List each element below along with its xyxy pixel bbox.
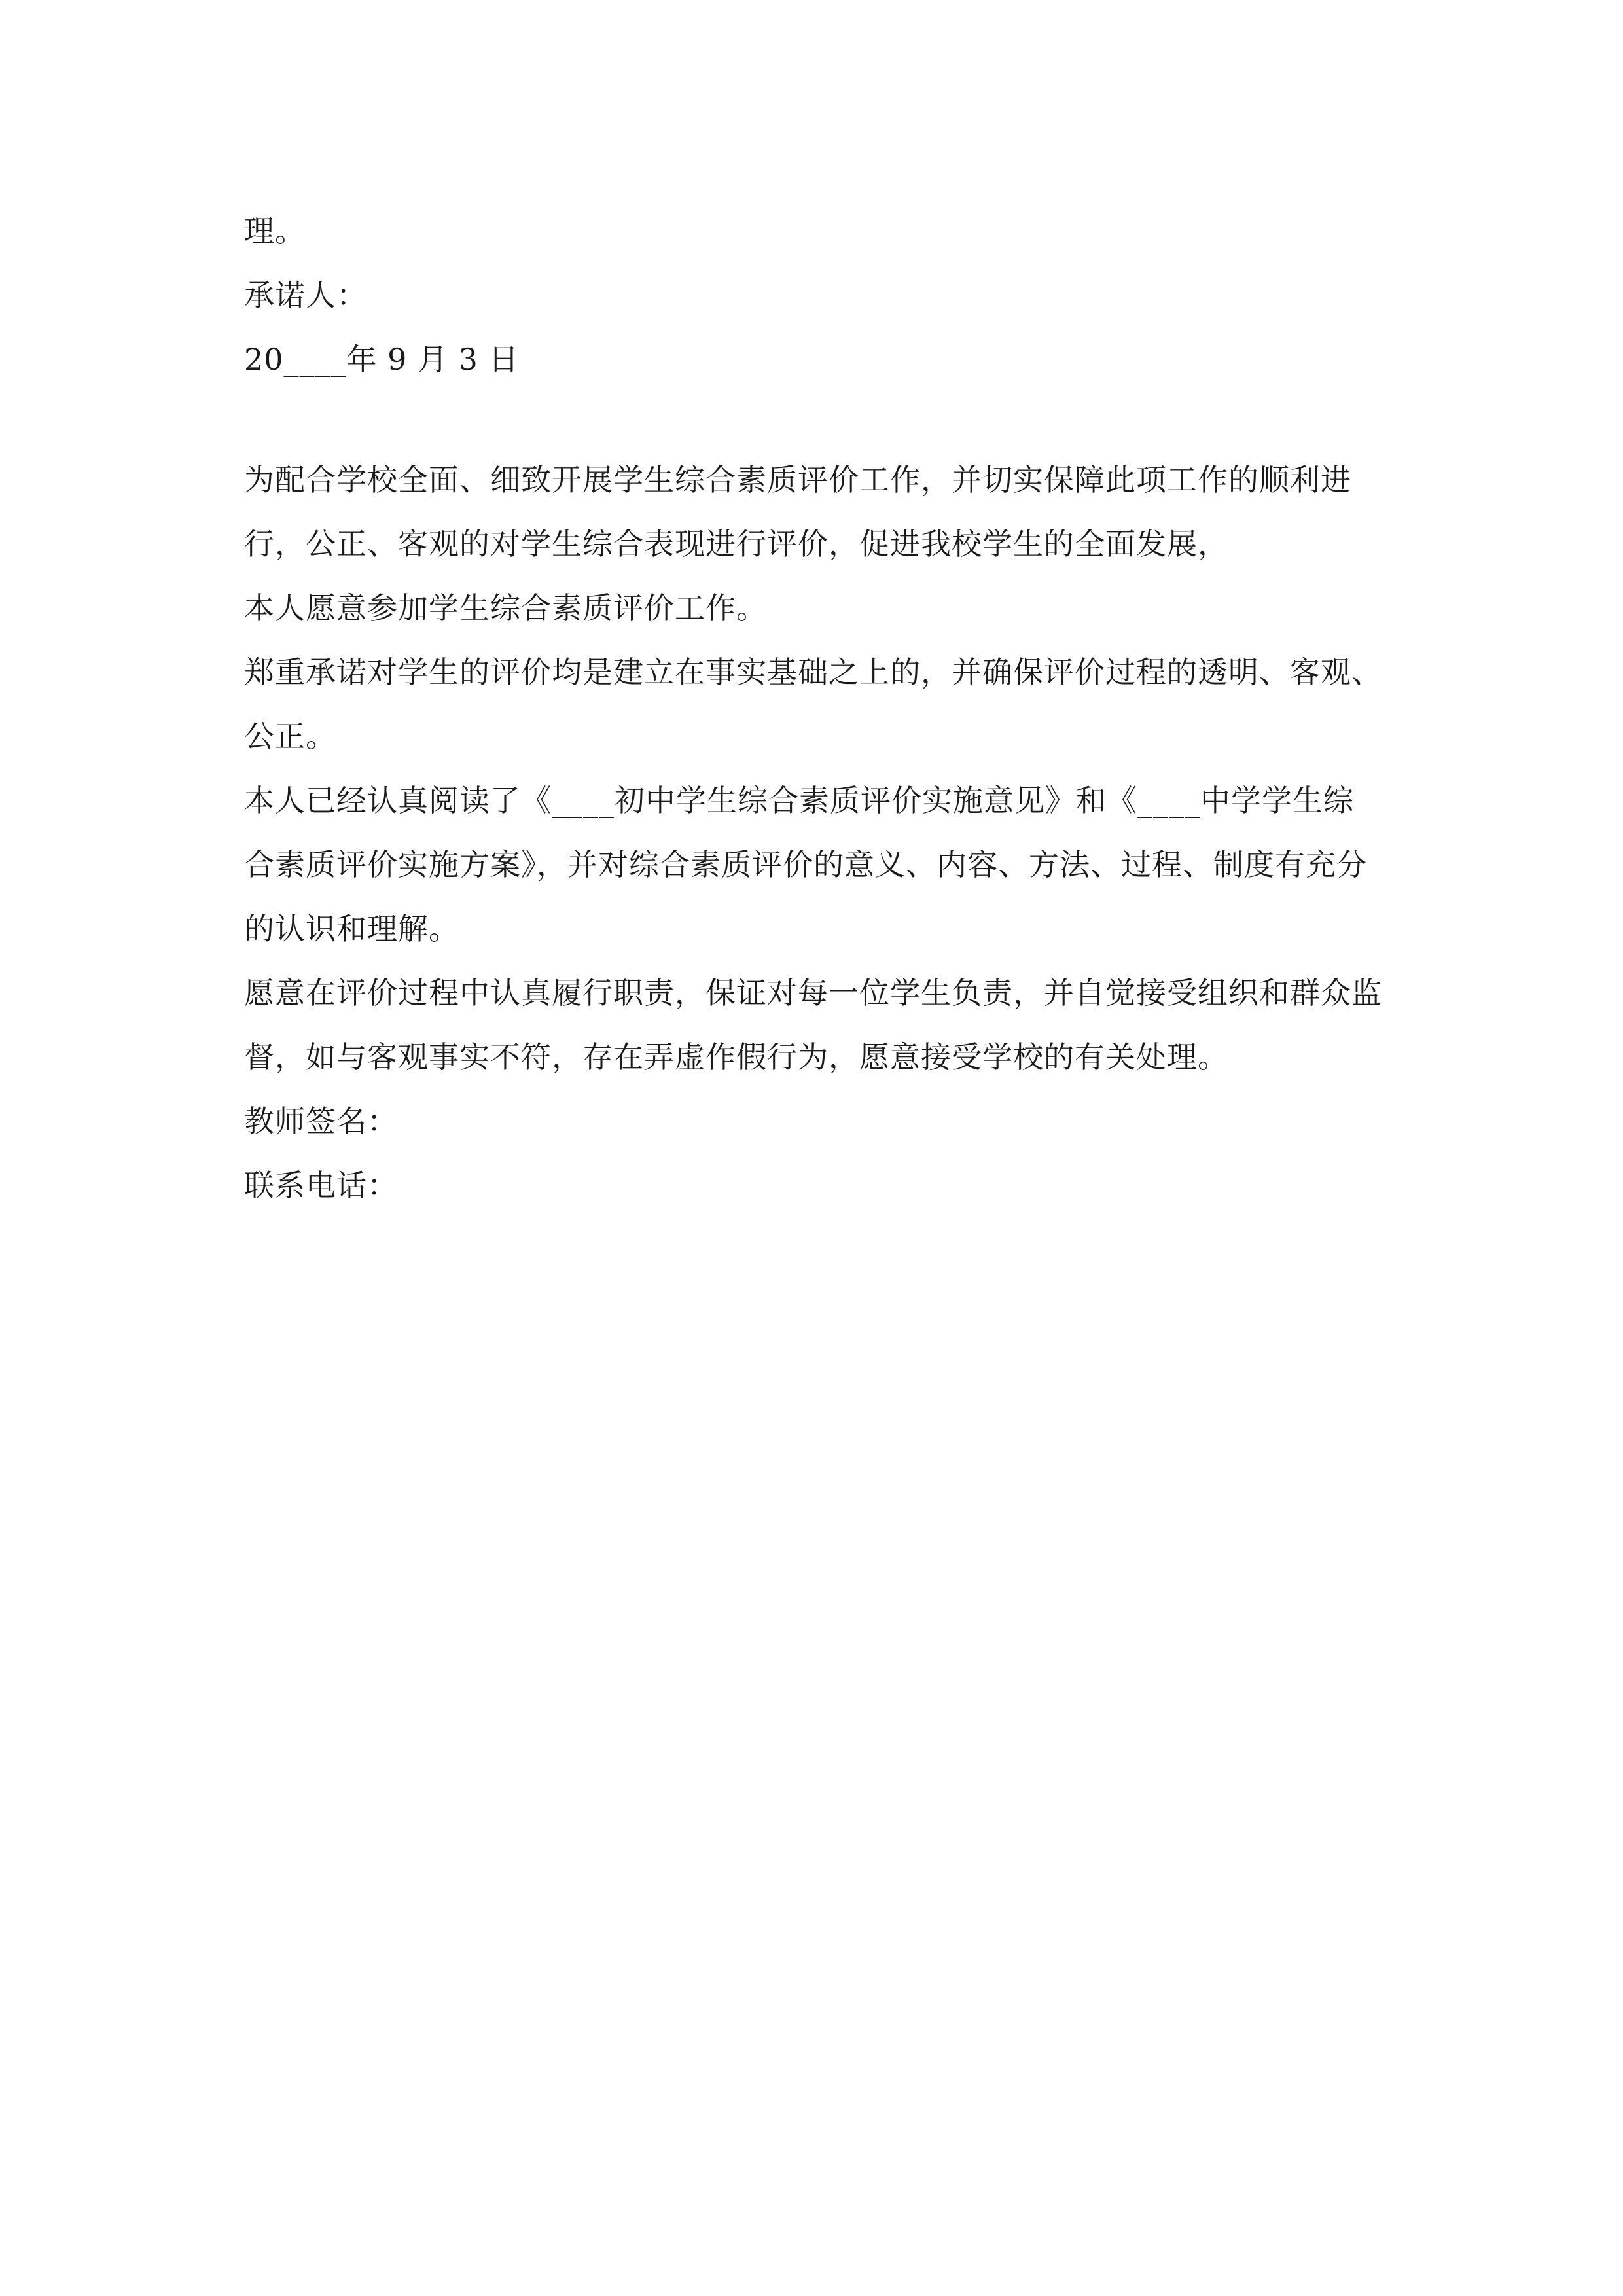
paragraph-purpose: 为配合学校全面、细致开展学生综合素质评价工作，并切实保障此项工作的顺利进行，公正、客观的对学生综合表现进行评价，促进我校学生的全面发展， [244, 462, 1351, 562]
contact-phone-label: 联系电话： [244, 1168, 398, 1203]
continuation-line: 理。 [244, 213, 306, 249]
commitment-body [244, 448, 1383, 1217]
date-line: 20____年 9 月 3 日 [244, 342, 520, 377]
paragraph-pledge: 郑重承诺对学生的评价均是建立在事实基础之上的，并确保评价过程的透明、客观、公正。 [244, 655, 1382, 754]
top-section [244, 199, 1383, 391]
promisor-label: 承诺人： [244, 278, 367, 313]
teacher-signature-label: 教师签名： [244, 1103, 398, 1139]
paragraph-duties: 愿意在评价过程中认真履行职责，保证对每一位学生负责，并自觉接受组织和群众监督，如与客观事实不符，存在弄虚作假行为，愿意接受学校的有关处理。 [244, 975, 1382, 1075]
paragraph-read-documents: 本人已经认真阅读了《____初中学生综合素质评价实施意见》和《____中学学生综合素质评价实施方案》，并对综合素质评价的意义、内容、方法、过程、制度有充分的认识和理解。 [244, 783, 1367, 946]
paragraph-willing: 本人愿意参加学生综合素质评价工作。 [244, 590, 767, 626]
